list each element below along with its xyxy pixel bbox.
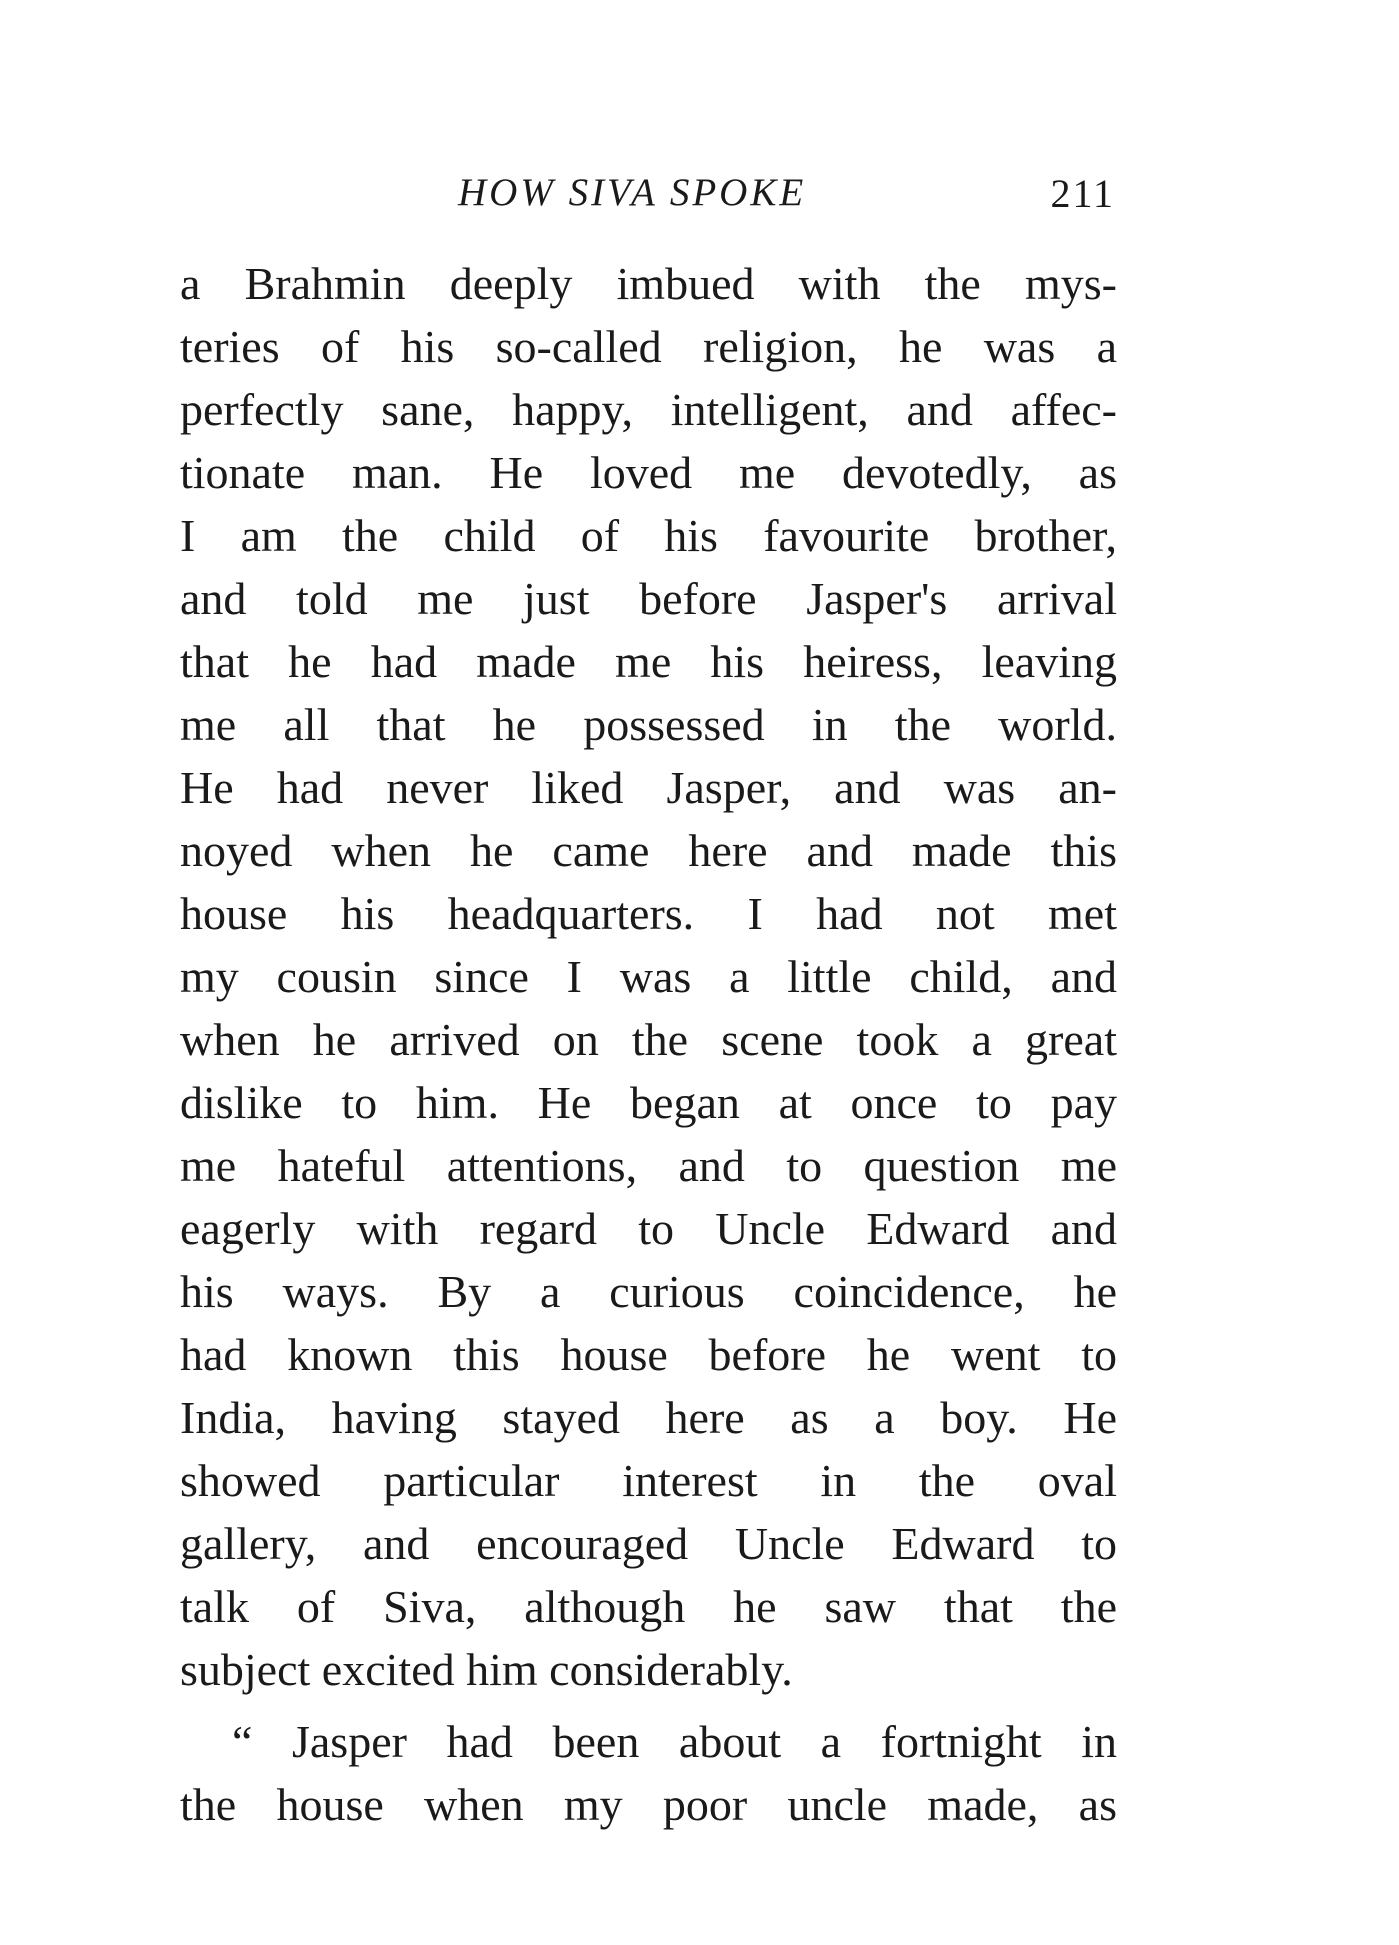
text-line: the house when my poor uncle made, as (180, 1779, 1117, 1830)
paragraph-gap (180, 1701, 1117, 1710)
text-line: He had never liked Jasper, and was an- (180, 762, 1117, 813)
text-line: house his headquarters. I had not met (180, 888, 1117, 939)
page-number: 211 (1050, 171, 1115, 216)
text-line: me all that he possessed in the world. (180, 699, 1117, 750)
text-line: gallery, and encouraged Uncle Edward to (180, 1518, 1117, 1569)
text-line: India, having stayed here as a boy. He (180, 1392, 1117, 1443)
text-line: tionate man. He loved me devotedly, as (180, 447, 1117, 498)
text-line: had known this house before he went to (180, 1329, 1117, 1380)
text-line: that he had made me his heiress, leaving (180, 636, 1117, 687)
text-line: teries of his so-called religion, he was a (180, 321, 1117, 372)
text-line: perfectly sane, happy, intelligent, and affec- (180, 384, 1117, 435)
text-line: me hateful attentions, and to question me (180, 1140, 1117, 1191)
text-line: his ways. By a curious coincidence, he (180, 1266, 1117, 1317)
running-title: HOW SIVA SPOKE (458, 171, 807, 214)
text-line: and told me just before Jasper's arrival (180, 573, 1117, 624)
paragraph-1 (180, 252, 1117, 1701)
text-line: eagerly with regard to Uncle Edward and (180, 1203, 1117, 1254)
text-line: when he arrived on the scene took a great (180, 1014, 1117, 1065)
text-line: a Brahmin deeply imbued with the mys- (180, 258, 1117, 309)
body-text (180, 252, 1117, 1836)
text-line: “ Jasper had been about a fortnight in (232, 1716, 1117, 1767)
text-line: dislike to him. He began at once to pay (180, 1077, 1117, 1128)
text-line: I am the child of his favourite brother, (180, 510, 1117, 561)
text-line: my cousin since I was a little child, and (180, 951, 1117, 1002)
text-line: showed particular interest in the oval (180, 1455, 1117, 1506)
text-line: talk of Siva, although he saw that the (180, 1581, 1117, 1632)
text-line: noyed when he came here and made this (180, 825, 1117, 876)
paragraph-2 (180, 1710, 1117, 1836)
text-line: subject excited him considerably. (180, 1644, 793, 1695)
running-head (180, 170, 1115, 220)
